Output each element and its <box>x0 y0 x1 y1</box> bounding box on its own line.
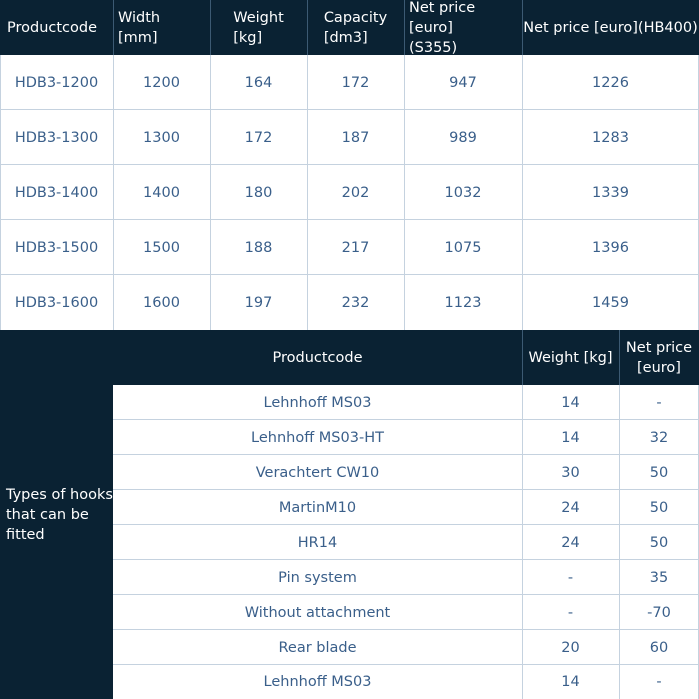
hook-name-cell: Verachtert CW10 <box>255 464 380 481</box>
hooks-header-productcode: Productcode <box>113 330 522 385</box>
header-width: Width [mm] <box>113 0 210 55</box>
column-divider <box>522 385 523 699</box>
hook-price-cell: 60 <box>649 639 669 656</box>
price-s355-cell: 947 <box>449 74 477 91</box>
header-divider <box>522 330 523 385</box>
row-divider <box>113 489 699 490</box>
row-divider <box>113 594 699 595</box>
product-code-cell: HDB3-1500 <box>14 239 99 256</box>
hook-weight-cell: 14 <box>561 674 580 690</box>
price-hb400-cell: 1396 <box>592 239 629 256</box>
product-code-cell: HDB3-1300 <box>14 129 99 146</box>
row-divider <box>0 164 699 165</box>
hook-price-cell: - <box>656 394 662 411</box>
weight-cell: 172 <box>244 129 273 146</box>
product-code-cell: HDB3-1400 <box>14 184 99 201</box>
capacity-cell: 202 <box>341 184 370 201</box>
row-divider <box>113 419 699 420</box>
row-divider <box>0 109 699 110</box>
header-divider <box>619 330 620 385</box>
header-net-price-s355: Net price [euro] (S355) <box>404 0 522 55</box>
column-divider <box>0 55 1 330</box>
hook-price-cell: 50 <box>649 499 669 516</box>
hook-weight-cell: 14 <box>561 394 580 411</box>
column-divider <box>522 55 523 330</box>
row-divider <box>0 219 699 220</box>
header-productcode: Productcode <box>0 0 113 55</box>
header-divider <box>210 0 211 55</box>
hook-weight-cell: 20 <box>561 639 580 656</box>
row-divider <box>113 559 699 560</box>
capacity-cell: 232 <box>341 294 370 311</box>
hook-name-cell: Lehnhoff MS03-HT <box>251 429 384 446</box>
row-divider <box>0 274 699 275</box>
width-cell: 1400 <box>143 184 180 201</box>
hook-name-cell: Lehnhoff MS03 <box>263 674 372 690</box>
hook-name-cell: Pin system <box>278 569 357 586</box>
hooks-side-label: Types of hooks that can be fitted <box>0 330 113 699</box>
hook-price-cell: 50 <box>649 464 669 481</box>
column-divider <box>113 55 114 330</box>
header-divider <box>404 0 405 55</box>
hook-price-cell: 50 <box>649 534 669 551</box>
price-hb400-cell: 1283 <box>592 129 629 146</box>
price-s355-cell: 1123 <box>444 294 482 311</box>
hooks-header-weight: Weight [kg] <box>522 330 619 385</box>
header-net-price-hb400: Net price [euro](HB400) <box>522 0 699 55</box>
column-divider <box>619 385 620 699</box>
hook-price-cell: 35 <box>649 569 669 586</box>
header-divider <box>522 0 523 55</box>
row-divider <box>113 454 699 455</box>
header-weight: Weight [kg] <box>210 0 307 55</box>
hook-price-cell: -70 <box>647 604 671 621</box>
width-cell: 1500 <box>143 239 180 256</box>
hook-name-cell: Lehnhoff MS03 <box>263 394 372 411</box>
price-hb400-cell: 1339 <box>592 184 629 201</box>
product-code-cell: HDB3-1600 <box>14 294 99 311</box>
hook-weight-cell: - <box>567 604 574 621</box>
weight-cell: 188 <box>244 239 273 256</box>
weight-cell: 164 <box>244 74 273 91</box>
weight-cell: 197 <box>244 294 273 311</box>
header-divider <box>307 0 308 55</box>
hook-price-cell: - <box>656 674 662 690</box>
hook-weight-cell: 14 <box>561 429 580 446</box>
row-divider <box>113 664 699 665</box>
capacity-cell: 187 <box>341 129 370 146</box>
column-divider <box>404 55 405 330</box>
width-cell: 1600 <box>143 294 180 311</box>
header-capacity: Capacity [dm3] <box>307 0 404 55</box>
weight-cell: 180 <box>244 184 273 201</box>
width-cell: 1200 <box>143 74 180 91</box>
width-cell: 1300 <box>143 129 180 146</box>
capacity-cell: 217 <box>341 239 370 256</box>
row-divider <box>113 629 699 630</box>
hook-name-cell: Without attachment <box>244 604 391 621</box>
hook-name-cell: HR14 <box>297 534 338 551</box>
hook-weight-cell: 30 <box>561 464 580 481</box>
price-hb400-cell: 1226 <box>592 74 629 91</box>
header-divider <box>113 0 114 55</box>
hook-name-cell: Rear blade <box>278 639 357 656</box>
product-code-cell: HDB3-1200 <box>14 74 99 91</box>
capacity-cell: 172 <box>341 74 370 91</box>
hook-name-cell: MartinM10 <box>278 499 357 516</box>
hook-weight-cell: 24 <box>561 499 580 516</box>
column-divider <box>210 55 211 330</box>
price-s355-cell: 989 <box>449 129 477 146</box>
price-s355-cell: 1075 <box>444 239 482 256</box>
row-divider <box>113 524 699 525</box>
price-s355-cell: 1032 <box>444 184 482 201</box>
hook-weight-cell: - <box>567 569 574 586</box>
hooks-header-net-price: Net price [euro] <box>619 330 699 385</box>
hook-weight-cell: 24 <box>561 534 580 551</box>
hook-price-cell: 32 <box>649 429 669 446</box>
column-divider <box>307 55 308 330</box>
price-hb400-cell: 1459 <box>592 294 629 311</box>
